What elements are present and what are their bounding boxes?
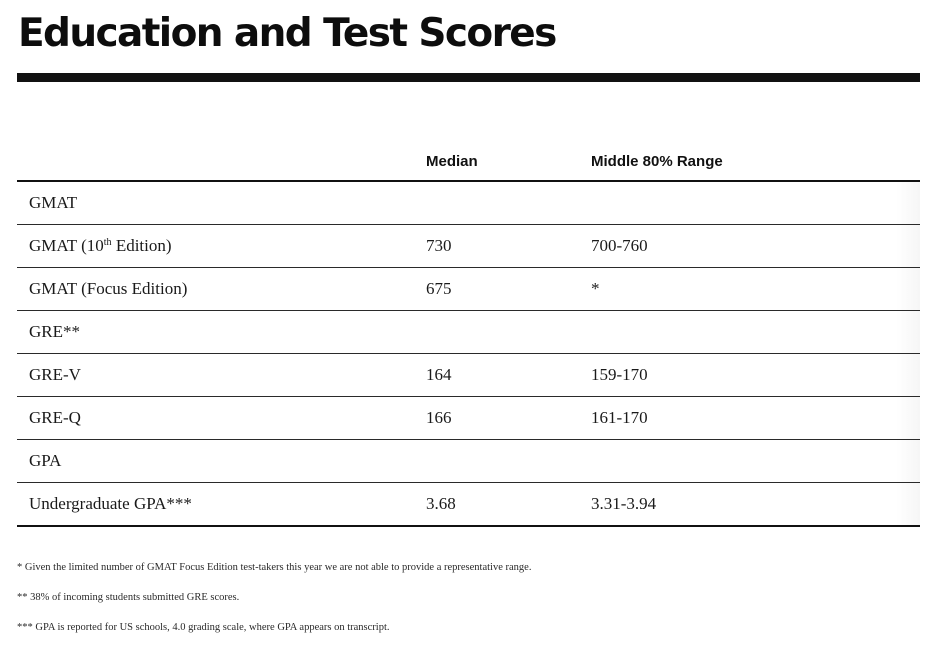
row-range: 159-170 [579, 354, 920, 397]
row-median [414, 311, 579, 354]
row-range: 3.31-3.94 [579, 483, 920, 527]
footnotes [17, 561, 917, 651]
footnote-focus-edition: * Given the limited number of GMAT Focus Edition test-takers this year we are not able to provide a representative range. [17, 562, 532, 573]
row-label: GMAT (Focus Edition) [17, 268, 414, 311]
row-label-text-after: Edition) [111, 236, 172, 255]
row-range [579, 440, 920, 483]
row-median: 164 [414, 354, 579, 397]
row-range: * [579, 268, 920, 311]
footnote-gre: ** 38% of incoming students submitted GRE scores. [17, 592, 240, 603]
row-range: 161-170 [579, 397, 920, 440]
row-median: 675 [414, 268, 579, 311]
row-median: 3.68 [414, 483, 579, 527]
table-row-gmat-section [17, 181, 920, 225]
title-divider [17, 73, 920, 82]
ordinal-suffix: th [103, 237, 112, 248]
row-median: 166 [414, 397, 579, 440]
scores-table [17, 142, 920, 527]
row-range [579, 311, 920, 354]
table-header-row [17, 142, 920, 181]
table-row-gre-v [17, 354, 920, 397]
column-header-range: Middle 80% Range [579, 142, 920, 181]
table-row-gmat-10th [17, 225, 920, 268]
column-header-label [17, 142, 414, 181]
table-row-gre-section [17, 311, 920, 354]
row-label: GRE-Q [17, 397, 414, 440]
row-label [17, 225, 414, 268]
row-label: GRE** [17, 311, 414, 354]
row-label: GRE-V [17, 354, 414, 397]
table-row-gre-q [17, 397, 920, 440]
column-header-median: Median [414, 142, 579, 181]
row-median [414, 440, 579, 483]
row-label: GPA [17, 440, 414, 483]
row-label: GMAT [17, 181, 414, 225]
table-row-gmat-focus [17, 268, 920, 311]
row-median: 730 [414, 225, 579, 268]
row-label: Undergraduate GPA*** [17, 483, 414, 527]
row-median [414, 181, 579, 225]
table-row-gpa-section [17, 440, 920, 483]
table-row-undergrad-gpa [17, 483, 920, 527]
row-label-text: GMAT (10 [29, 236, 104, 255]
page-title: Education and Test Scores [18, 11, 556, 56]
footnote-gpa: *** GPA is reported for US schools, 4.0 grading scale, where GPA appears on transcript. [17, 622, 390, 633]
row-range [579, 181, 920, 225]
row-range: 700-760 [579, 225, 920, 268]
